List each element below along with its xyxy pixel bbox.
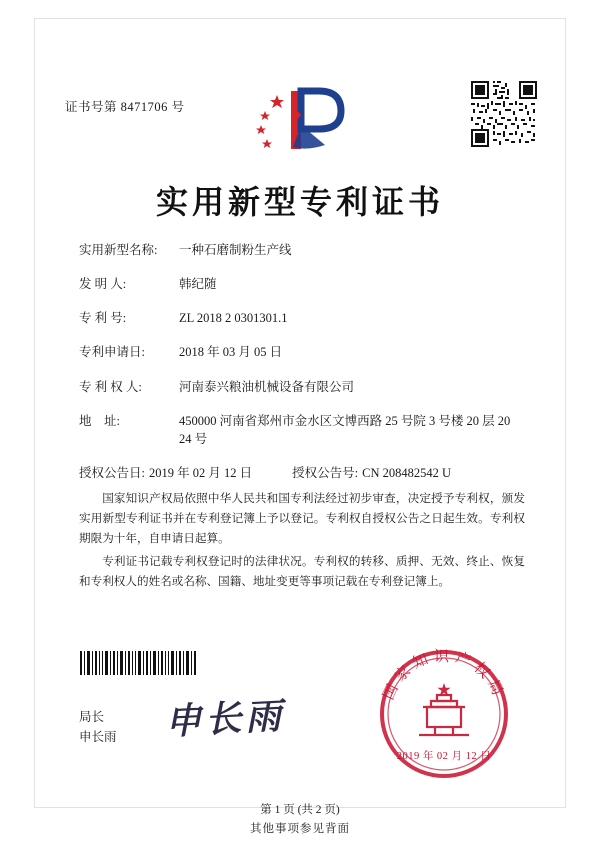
- grant-number-segment: [292, 464, 451, 482]
- cnipa-logo-icon: [247, 81, 357, 159]
- field-value: 河南泰兴粮油机械设备有限公司: [179, 379, 355, 394]
- official-seal: [369, 639, 519, 789]
- seal-date: 2019 年 02 月 12 日: [396, 751, 492, 762]
- barcode-icon: [79, 651, 197, 675]
- director-label: [79, 707, 117, 747]
- field-value: 韩纪随: [179, 277, 217, 292]
- field-row-application-date: [79, 343, 525, 361]
- field-value: ZL 2018 2 0301301.1: [179, 311, 288, 326]
- field-list: [79, 241, 525, 496]
- qr-code-icon: [471, 81, 537, 147]
- certificate-number: 证书号第 8471706 号: [65, 100, 185, 114]
- field-label: 专 利 权 人:: [79, 379, 142, 394]
- field-value: 一种石磨制粉生产线: [179, 243, 292, 257]
- field-label: 授权公告日:: [79, 465, 145, 480]
- legal-paragraph-2: 专利证书记载专利权登记时的法律状况。专利权的转移、质押、无效、终止、恢复和专利权人的姓名或名称、国籍、地址变更等事项记载在专利登记簿上。: [79, 554, 525, 588]
- document-title: 实用新型专利证书: [155, 183, 444, 221]
- field-row-inventor: [79, 275, 525, 293]
- svg-text:国家知识产权局: 国家知识产权局: [379, 647, 509, 703]
- field-value: CN 208482542 U: [362, 465, 452, 480]
- field-label: 授权公告号:: [292, 465, 359, 480]
- certificate-sheet: [34, 18, 566, 816]
- field-value: 450000 河南省郑州市金水区文博西路 25 号院 3 号楼 20 层 20 24 号: [179, 413, 511, 446]
- field-row-patentee: [79, 378, 525, 396]
- field-row-grant: [79, 464, 525, 482]
- legal-paragraph-1: 国家知识产权局依照中华人民共和国专利法经过初步审查，决定授予专利权，颁发实用新型专利证书并在专利登记簿上予以登记。专利权自授权公告之日起生效。专利权期限为十年，自申请日起算。: [79, 492, 525, 545]
- field-label: 实用新型名称:: [79, 243, 158, 257]
- field-value: 2018 年 03 月 05 日: [179, 345, 283, 360]
- field-row-name: [79, 241, 525, 259]
- director-name: 申长雨: [79, 730, 117, 744]
- grant-date-segment: [79, 464, 252, 482]
- handwritten-signature: 申长雨: [164, 694, 287, 744]
- field-row-patent-number: [79, 309, 525, 327]
- page-number: 第 1 页 (共 2 页): [260, 804, 340, 816]
- director-title: 局长: [79, 710, 105, 724]
- legal-text: [79, 489, 525, 595]
- field-label: 地 址:: [79, 413, 120, 428]
- field-label: 专利申请日:: [79, 345, 145, 360]
- field-value: 2019 年 02 月 12 日: [148, 465, 253, 480]
- field-row-address: [79, 412, 525, 448]
- field-label: 发 明 人:: [79, 277, 127, 292]
- footnote: 其他事项参见背面: [250, 823, 350, 835]
- field-label: 专 利 号:: [79, 311, 127, 326]
